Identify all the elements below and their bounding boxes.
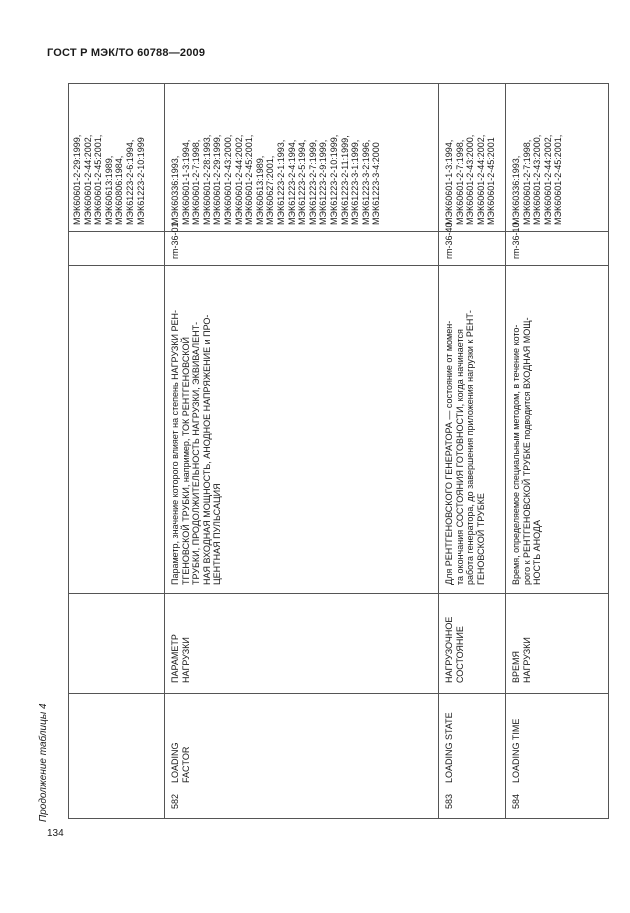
term-number: 582 — [170, 793, 180, 809]
term-references: МЭК60601-1-3:1994, МЭК60601-2-7:1998, МЭК60601-2-43:2000, МЭК60601-2-44:2002, МЭК60601-2-45:2001 — [444, 134, 497, 225]
table-border-right — [608, 83, 609, 819]
row-separator — [164, 83, 165, 819]
term-references: МЭК60336:1993, МЭК60601-1-3:1994, МЭК60601-2-7:1998, МЭК60601-2-28:1993, МЭК60601-2-29:1999, МЭК60601-2-43:2000, МЭК60601-2-44:2002, МЭК60601-2-45:2001, МЭК60613:1989, МЭК60627:2001, МЭК61223-2-1:1993, МЭК61223-2-4:1994, МЭК61223-2-5:1994, МЭК61223-2-7:1999, МЭК61223-2-9:1999, МЭК61223-2-10:1999, МЭК61223-2-11:1999, МЭК61223-3-1:1999, МЭК61223-3-2:1996, МЭК61223-3-4:2000 — [170, 134, 382, 225]
column-separator — [68, 693, 609, 694]
term-definition: Время, определяемое специальным методом, в течение кото- рого к РЕНТГЕНОВСКОЙ ТРУБКЕ подводится ВХОДНАЯ МОЩ- НОСТЬ АНОДА — [511, 317, 543, 585]
term-code: rm-36-10 — [511, 222, 521, 259]
terms-table — [68, 83, 609, 819]
term-russian: НАГРУЗОЧНОЕ СОСТОЯНИЕ — [444, 616, 465, 683]
table-border-left — [68, 83, 69, 819]
term-english: LOADING FACTOR — [170, 742, 191, 783]
term-number: 584 — [511, 793, 521, 809]
term-definition: Параметр, значение которого влияет на степень НАГРУЗКИ РЕН- ТГЕНОВСКОЙ ТРУБКИ, например, ТОК РЕНТГЕНОВСКОЙ ТРУБКИ, ПРОДОЛЖИТЕЛЬНОСТЬ НАГРУЗКИ, ЭКВИВАЛЕНТ- НАЯ ВХОДНАЯ МОЩНОСТЬ, АНОДНОЕ НАПРЯЖЕНИЕ и ПРО- ЦЕНТНАЯ ПУЛЬСАЦИЯ — [170, 309, 223, 585]
page-number: 134 — [47, 828, 64, 839]
column-separator — [68, 231, 609, 232]
term-english: LOADING STATE — [444, 712, 454, 783]
row-separator — [438, 83, 439, 819]
term-number: 583 — [444, 793, 454, 809]
term-russian: ПАРАМЕТР НАГРУЗКИ — [170, 634, 191, 683]
column-separator — [68, 593, 609, 594]
term-code: rm-36-40 — [444, 222, 454, 259]
document-header: ГОСТ Р МЭК/ТО 60788—2009 — [47, 47, 206, 59]
term-code: rm-36-01 — [170, 222, 180, 259]
column-separator — [68, 265, 609, 266]
row-separator — [505, 83, 506, 819]
term-definition: Для РЕНТГЕНОВСКОГО ГЕНЕРАТОРА — состояние от момен- та окончания СОСТОЯНИЯ ГОТОВНОСТИ, когда начинается работа генератора, до завершения приложения нагрузки к РЕНТ- ГЕНОВСКОЙ ТРУБКЕ — [444, 310, 486, 585]
term-english: LOADING TIME — [511, 718, 521, 783]
table-border-bottom — [68, 818, 609, 819]
top-row-references: МЭК60601-2-29:1999, МЭК60601-2-44:2002, МЭК60601-2-45:2001, МЭК60613:1989, МЭК60806:1984, МЭК61223-2-6:1994, МЭК61223-2-10:1999 — [72, 134, 146, 225]
table-continuation-caption: Продолжение таблицы 4 — [38, 703, 49, 822]
term-references: МЭК60336:1993, МЭК60601-2-7:1998, МЭК60601-2-43:2000, МЭК60601-2-44:2002, МЭК60601-2-45:2001, — [511, 134, 564, 225]
table-border-top — [68, 83, 609, 84]
term-russian: ВРЕМЯ НАГРУЗКИ — [511, 637, 532, 683]
